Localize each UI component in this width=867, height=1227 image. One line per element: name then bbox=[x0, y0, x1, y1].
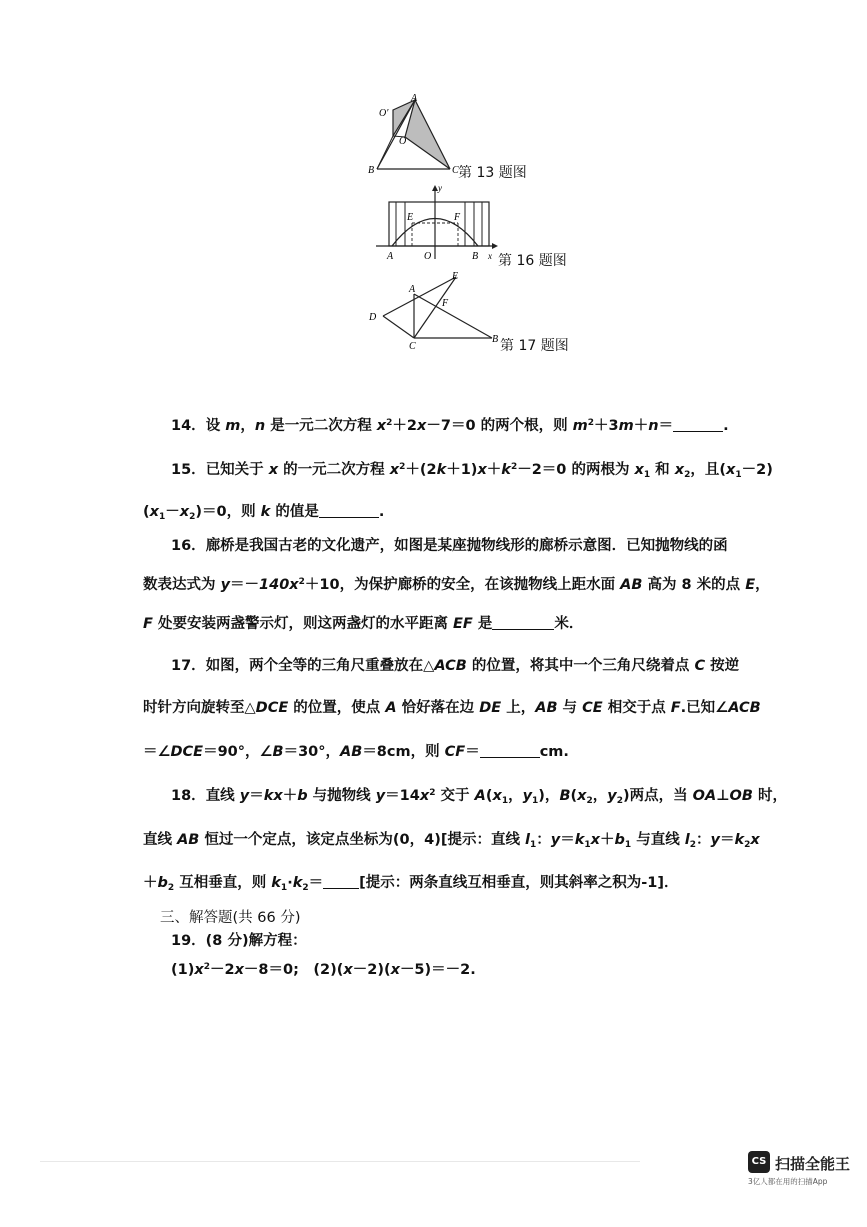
q18-var: k bbox=[574, 832, 585, 848]
q18-text: 直线 bbox=[143, 832, 178, 848]
q18-sup: 2 bbox=[429, 788, 436, 798]
q16-var: F bbox=[143, 616, 153, 632]
q15-text: －2＝0 的两根为 bbox=[517, 462, 635, 478]
q18-sub: 1 bbox=[532, 796, 539, 806]
q18-var: x bbox=[590, 832, 600, 848]
q17-var: F bbox=[670, 700, 681, 716]
q18-text: 与直线 bbox=[631, 832, 685, 848]
q14-text: －7＝0 的两个根，则 bbox=[426, 418, 573, 434]
q16-text: 高为 8 米的点 bbox=[642, 577, 746, 593]
q15-text: 的一元二次方程 bbox=[278, 462, 390, 478]
q17-var: AB bbox=[535, 700, 558, 716]
q17-text: 的位置，将其中一个三角尺绕着点 bbox=[466, 658, 695, 674]
fig13-label-c: C bbox=[452, 165, 459, 176]
q17-text: ＝30°， bbox=[283, 744, 341, 760]
q18-var: b bbox=[614, 832, 625, 848]
q16-number: 16． bbox=[171, 538, 206, 554]
question-17-line3 bbox=[143, 740, 569, 761]
question-16-line1 bbox=[171, 534, 728, 555]
q14-text: ＋2 bbox=[392, 418, 418, 434]
q15-var: k bbox=[436, 462, 447, 478]
q18-var: x bbox=[577, 788, 587, 804]
q17-var: DE bbox=[479, 700, 502, 716]
q17-number: 17． bbox=[171, 658, 206, 674]
q15-text: ＋ bbox=[486, 462, 502, 478]
q17-var: ACB bbox=[434, 658, 467, 674]
q17-text: ＝90°，∠ bbox=[203, 744, 273, 760]
q18-text: ： bbox=[536, 832, 551, 848]
q18-var: AB bbox=[177, 832, 200, 848]
q18-sub: 1 bbox=[584, 840, 591, 850]
q17-text: 的位置，使点 bbox=[288, 700, 386, 716]
question-18-line2 bbox=[143, 828, 760, 850]
fig13-label-o1: O′ bbox=[379, 108, 389, 119]
q18-var: x bbox=[750, 832, 760, 848]
q18-var: k bbox=[292, 875, 303, 891]
q19-var: x bbox=[234, 962, 244, 978]
fig17-label-c: C bbox=[409, 341, 416, 352]
q18-sub: 1 bbox=[501, 796, 509, 806]
fig16-label-x: x bbox=[488, 251, 492, 261]
q19-text: －8＝0; (2)( bbox=[243, 962, 344, 978]
figure-16-caption: 第 16 题图 bbox=[498, 253, 567, 269]
figure-16 bbox=[376, 183, 500, 265]
q18-var: l bbox=[525, 832, 530, 848]
q18-text: 直线 bbox=[205, 788, 240, 804]
q18-var: k bbox=[271, 875, 281, 891]
q18-var: b bbox=[297, 788, 308, 804]
q18-text: ： bbox=[696, 832, 711, 848]
q15-var: x bbox=[477, 462, 487, 478]
q16-var: EF bbox=[453, 616, 473, 632]
q18-sub: 2 bbox=[302, 883, 309, 893]
question-17-line2 bbox=[143, 696, 761, 717]
question-19-parts bbox=[171, 958, 476, 979]
q15-text: . bbox=[378, 504, 385, 520]
q16-text: ＝－ bbox=[230, 577, 260, 593]
fig17-label-e: E bbox=[452, 271, 459, 282]
figure-13-diagram bbox=[365, 92, 465, 176]
q18-sub: 1 bbox=[280, 883, 288, 893]
q17-var: ACB bbox=[728, 700, 761, 716]
q17-text: ＝ bbox=[465, 744, 480, 760]
logo-subtitle: 3亿人都在用的扫描App bbox=[748, 1177, 828, 1186]
q16-text: 廊桥是我国古老的文化遗产，如图是某座抛物线形的廊桥示意图．已知抛物线的函 bbox=[205, 538, 728, 554]
q14-text: 设 bbox=[205, 418, 226, 434]
q18-sub: 2 bbox=[744, 840, 751, 850]
q18-var: OB bbox=[729, 788, 753, 804]
q19-var: x bbox=[343, 962, 353, 978]
q18-var: B bbox=[559, 788, 571, 804]
q17-text: ＝∠ bbox=[143, 744, 171, 760]
q17-var: CE bbox=[582, 700, 603, 716]
q18-text: ， bbox=[592, 788, 608, 804]
q16-var: E bbox=[745, 577, 756, 593]
q17-var: C bbox=[694, 658, 706, 674]
q18-var: x bbox=[492, 788, 502, 804]
q18-text: ＋ bbox=[599, 832, 615, 848]
q14-number: 14． bbox=[171, 418, 206, 434]
q14-text: . bbox=[723, 418, 729, 434]
question-16-line2 bbox=[143, 573, 770, 594]
q15-var: x bbox=[389, 462, 400, 478]
q19-text: －2)( bbox=[352, 962, 391, 978]
footer-divider bbox=[40, 1161, 640, 1162]
figure-13-caption: 第 13 题图 bbox=[458, 165, 527, 181]
q18-sub: 2 bbox=[616, 796, 623, 806]
q15-text: 和 bbox=[650, 462, 675, 478]
q19-var: x bbox=[390, 962, 400, 978]
q18-text: 交于 bbox=[435, 788, 475, 804]
q15-text: ＋1) bbox=[446, 462, 478, 478]
q16-var: y bbox=[220, 577, 231, 593]
q15-sub: 1 bbox=[643, 470, 651, 480]
q18-var: y bbox=[375, 788, 386, 804]
fig17-label-f: F bbox=[442, 298, 449, 309]
question-17-line1 bbox=[171, 654, 739, 675]
q15-var: x bbox=[634, 462, 644, 478]
q18-text: [提示：两条直线互相垂直，则其斜率之积为-1]． bbox=[359, 875, 679, 891]
q15-answer-blank[interactable] bbox=[319, 503, 379, 518]
q14-sup: 2 bbox=[587, 418, 595, 428]
question-14 bbox=[171, 414, 729, 435]
q17-answer-blank[interactable] bbox=[480, 743, 540, 758]
q18-var: kx bbox=[263, 788, 283, 804]
q14-text: ＝ bbox=[658, 418, 674, 434]
q16-text: 数表达式为 bbox=[143, 577, 221, 593]
q18-text: ＝ bbox=[249, 788, 264, 804]
q18-text: )， bbox=[538, 788, 560, 804]
q18-text: ＋ bbox=[282, 788, 298, 804]
q15-var: x bbox=[268, 462, 279, 478]
figure-17-caption: 第 17 题图 bbox=[500, 338, 569, 354]
q19-text: －5)＝－2. bbox=[399, 962, 476, 978]
question-15-line1 bbox=[171, 458, 773, 480]
q18-var: l bbox=[684, 832, 690, 848]
q18-text: ， bbox=[508, 788, 523, 804]
q15-text: 已知关于 bbox=[205, 462, 269, 478]
q15-sup: 2 bbox=[510, 462, 518, 472]
q18-text: 与抛物线 bbox=[307, 788, 376, 804]
fig16-label-b: B bbox=[472, 251, 479, 262]
cs-logo-icon: CS bbox=[748, 1151, 770, 1173]
q18-sub: 2 bbox=[167, 883, 175, 893]
question-16-line3 bbox=[143, 612, 583, 633]
q14-text: ， bbox=[240, 418, 255, 434]
q14-text: ＋ bbox=[633, 418, 649, 434]
q18-var: y bbox=[550, 832, 561, 848]
q17-text: 恰好落在边 bbox=[396, 700, 480, 716]
q17-text: 相交于点 bbox=[602, 700, 671, 716]
q18-var: OA bbox=[692, 788, 717, 804]
q18-var: y bbox=[607, 788, 617, 804]
q17-var: A bbox=[385, 700, 397, 716]
q18-text: ＝ bbox=[308, 875, 324, 891]
q18-text: )两点，当 bbox=[622, 788, 693, 804]
q19-sup: 2 bbox=[203, 962, 210, 972]
q16-text: 处要安装两盏警示灯，则这两盏灯的水平距离 bbox=[152, 616, 454, 632]
q14-sup: 2 bbox=[386, 418, 393, 428]
q15-text: － bbox=[165, 504, 180, 520]
fig16-label-e: E bbox=[407, 212, 414, 223]
q17-text: ＝8cm，则 bbox=[362, 744, 445, 760]
fig13-label-b: B bbox=[368, 165, 375, 176]
q15-text: ( bbox=[143, 504, 150, 520]
q17-var: DCE bbox=[255, 700, 289, 716]
q18-sub: 2 bbox=[689, 840, 696, 850]
q19-text: (1) bbox=[171, 962, 195, 978]
figure-16-diagram bbox=[376, 183, 500, 265]
q18-var: x bbox=[419, 788, 430, 804]
fig13-label-o: O bbox=[399, 136, 407, 147]
q16-var: AB bbox=[620, 577, 643, 593]
q18-text: ＝ bbox=[719, 832, 735, 848]
question-19-title: 19．(8 分)解方程： bbox=[171, 933, 307, 949]
q17-text: 按逆 bbox=[705, 658, 740, 674]
fig16-label-a: A bbox=[387, 251, 394, 262]
q18-text: ＋ bbox=[143, 875, 158, 891]
q15-var: x bbox=[674, 462, 685, 478]
q15-var: x bbox=[726, 462, 736, 478]
q14-var: x bbox=[417, 418, 427, 434]
q14-text: 是一元二次方程 bbox=[265, 418, 377, 434]
q16-text: 是 bbox=[472, 616, 493, 632]
fig17-label-d: D bbox=[369, 312, 377, 323]
q14-var: n bbox=[254, 418, 266, 434]
q17-text: 如图，两个全等的三角尺重叠放在△ bbox=[205, 658, 435, 674]
q15-sup: 2 bbox=[399, 462, 406, 472]
q19-text: －2 bbox=[209, 962, 235, 978]
q18-text: ( bbox=[485, 788, 493, 804]
figure-13 bbox=[365, 92, 465, 176]
question-15-line2 bbox=[143, 500, 384, 522]
q14-text: ＋3 bbox=[594, 418, 619, 434]
figure-17-diagram bbox=[367, 268, 499, 352]
q15-var: x bbox=[179, 504, 190, 520]
q15-sub: 2 bbox=[684, 470, 691, 480]
fig16-label-f: F bbox=[454, 212, 461, 223]
q19-var: x bbox=[194, 962, 204, 978]
q17-text: 上， bbox=[501, 700, 536, 716]
q15-text: ＋(2 bbox=[405, 462, 437, 478]
q15-sub: 1 bbox=[735, 470, 742, 480]
q18-text: · bbox=[287, 875, 293, 891]
q18-var: y bbox=[239, 788, 250, 804]
q15-var: k bbox=[501, 462, 511, 478]
figure-17 bbox=[367, 268, 499, 352]
q18-text: ＝14 bbox=[385, 788, 420, 804]
q15-sub: 2 bbox=[189, 512, 196, 522]
q16-text: 米． bbox=[554, 616, 584, 632]
q18-var: y bbox=[710, 832, 720, 848]
q15-text: ，且( bbox=[690, 462, 726, 478]
q15-number: 15． bbox=[171, 462, 206, 478]
q17-var: DCE bbox=[170, 744, 204, 760]
q18-sub: 2 bbox=[586, 796, 593, 806]
q18-sub: 1 bbox=[624, 840, 632, 850]
q16-answer-blank[interactable] bbox=[492, 615, 554, 630]
q17-text: .已知∠ bbox=[680, 700, 729, 716]
q18-text: ＝ bbox=[560, 832, 575, 848]
q15-text: 的值是 bbox=[270, 504, 319, 520]
q14-var: m bbox=[572, 418, 588, 434]
q18-var: k bbox=[734, 832, 745, 848]
question-18-line1 bbox=[171, 784, 787, 806]
q15-text: －2) bbox=[741, 462, 773, 478]
q16-text: ＋10，为保护廊桥的安全，在该抛物线上距水面 bbox=[304, 577, 621, 593]
fig17-label-b: B bbox=[492, 334, 499, 345]
q18-sub: 1 bbox=[529, 840, 537, 850]
section-heading: 三、解答题(共 66 分) bbox=[160, 910, 301, 926]
q15-var: x bbox=[149, 504, 159, 520]
q17-text: 与 bbox=[557, 700, 583, 716]
q18-text: ( bbox=[570, 788, 578, 804]
q16-sup: 2 bbox=[298, 577, 305, 587]
q18-var: b bbox=[157, 875, 168, 891]
q18-text: 时， bbox=[752, 788, 787, 804]
q15-var: k bbox=[260, 504, 271, 520]
logo-title: 扫描全能王 bbox=[775, 1155, 851, 1173]
q17-text: cm. bbox=[539, 744, 569, 760]
q14-answer-blank[interactable] bbox=[673, 417, 723, 432]
q18-text: 互相垂直，则 bbox=[174, 875, 272, 891]
q18-text: 恒过一个定点，该定点坐标为(0，4)[提示：直线 bbox=[199, 832, 525, 848]
q18-var: y bbox=[522, 788, 533, 804]
q18-text: ⊥ bbox=[716, 788, 730, 804]
q17-var: CF bbox=[444, 744, 466, 760]
q15-sub: 1 bbox=[159, 512, 166, 522]
q17-var: B bbox=[272, 744, 284, 760]
question-18-line3 bbox=[143, 871, 678, 893]
q15-text: )＝0，则 bbox=[195, 504, 261, 520]
q18-number: 18． bbox=[171, 788, 206, 804]
q14-var: m bbox=[618, 418, 634, 434]
fig16-label-y: y bbox=[438, 183, 442, 193]
q17-text: 时针方向旋转至△ bbox=[143, 700, 256, 716]
q14-var: m bbox=[225, 418, 241, 434]
q17-var: AB bbox=[340, 744, 363, 760]
q14-var: n bbox=[648, 418, 659, 434]
fig16-label-o: O bbox=[424, 251, 432, 262]
q16-text: ， bbox=[755, 577, 770, 593]
q18-var: A bbox=[474, 788, 486, 804]
q18-answer-blank[interactable] bbox=[323, 874, 359, 889]
q16-var: 140x bbox=[259, 577, 299, 593]
fig13-label-a: A bbox=[411, 93, 418, 104]
fig17-label-a: A bbox=[409, 284, 416, 295]
q14-var: x bbox=[376, 418, 387, 434]
